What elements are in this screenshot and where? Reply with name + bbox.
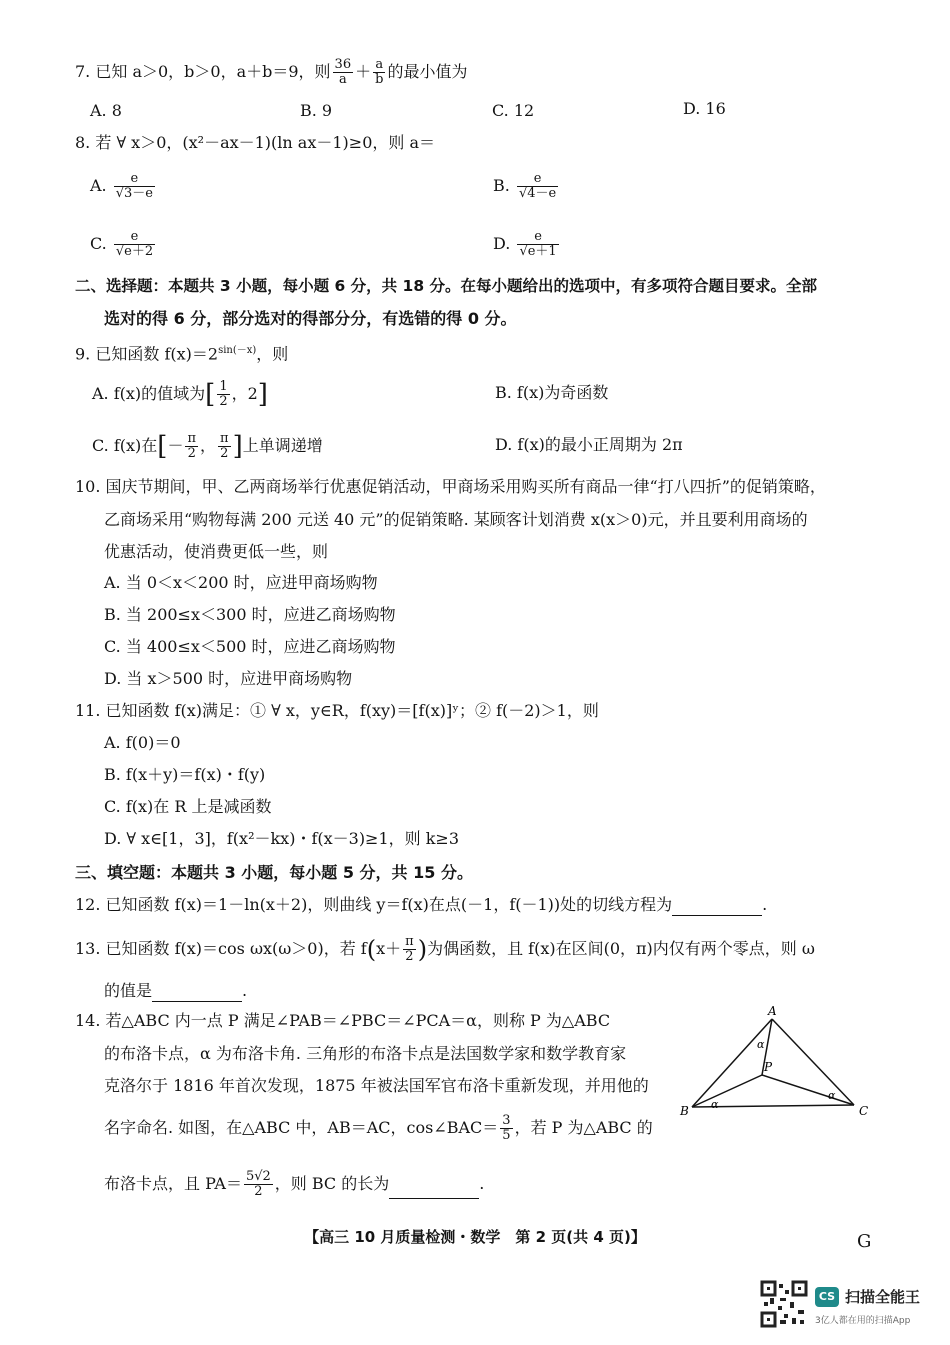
side-ab: [692, 1019, 772, 1107]
q9-a-post: ，2: [231, 384, 258, 403]
q7-lead: 7. 已知 a＞0，b＞0，a＋b＝9，则: [75, 62, 331, 81]
q8-option-d: [493, 230, 561, 259]
q10-stem-3: 优惠活动，使消费更低一些，则: [104, 542, 329, 561]
q8-option-a-label: A.: [90, 176, 107, 195]
q8-b-num: e: [517, 172, 558, 187]
q8-option-c-frac: [114, 230, 155, 259]
q10-option-a: A. 当 0＜x＜200 时，应进甲商场购物: [104, 573, 378, 592]
q8-option-d-frac: [517, 230, 558, 259]
q8-option-b: [493, 172, 560, 201]
q14-triangle-figure: [676, 1005, 876, 1123]
q8-d-num: e: [517, 230, 558, 245]
q8-option-c-label: C.: [90, 234, 107, 253]
q7-option-d: D. 16: [683, 99, 726, 118]
q8-c-num: e: [114, 230, 155, 245]
q14-end: .: [479, 1174, 485, 1193]
q9-option-c: C. f(x)在[－ $\frac{\pi}{2}$ ， $\frac{\pi}{2}$ ]上单调递增: [92, 431, 323, 462]
q7-frac1: [333, 58, 354, 87]
q7-frac2: [373, 58, 385, 87]
q9-a-pre: A. f(x)的值域为: [92, 384, 206, 403]
q12-end: .: [762, 895, 768, 914]
q8-c-den: √e＋2: [115, 244, 154, 259]
q10-option-b: B. 当 200≤x＜300 时，应进乙商场购物: [104, 605, 396, 624]
q14-pa-num: 5√2: [245, 1169, 271, 1184]
label-alpha-a: α: [757, 1038, 765, 1051]
q7-frac2-den: b: [375, 72, 384, 87]
q9-c-post: 上单调递增: [242, 436, 323, 455]
q13-inner: x＋: [376, 939, 402, 958]
q9-c-f1-num: π: [187, 431, 196, 446]
q14-answer-blank[interactable]: [389, 1182, 479, 1199]
q9-c-f2-num: π: [220, 431, 229, 446]
segment-bp: [692, 1075, 762, 1107]
q13-end: .: [242, 981, 248, 1000]
q9-a-num: 1: [219, 379, 228, 394]
label-b: B: [680, 1104, 689, 1118]
label-alpha-b: α: [711, 1098, 719, 1111]
version-mark: G: [857, 1231, 872, 1252]
q8-b-den: √4－e: [518, 186, 557, 201]
q9-stem: [75, 340, 288, 365]
q8-stem: 8. 若 ∀ x＞0，(x²－ax－1)(ln ax－1)≥0，则 a＝: [75, 133, 435, 152]
q7-frac1-num: 36: [334, 57, 352, 72]
qr-code-icon: [760, 1280, 808, 1328]
q11-option-a: A. f(0)＝0: [104, 733, 181, 752]
q13-answer-blank[interactable]: [152, 985, 242, 1002]
q7-plus: ＋: [355, 62, 372, 81]
q14-pa-frac: [244, 1170, 273, 1199]
q11-option-c: C. f(x)在 R 上是减函数: [104, 797, 272, 816]
q8-option-a-frac: [114, 172, 155, 201]
label-alpha-c: α: [828, 1089, 836, 1102]
q13-num: π: [405, 934, 414, 949]
q14-cos-num: 3: [502, 1113, 511, 1128]
q10-stem-1: 10. 国庆节期间，甲、乙两商场举行优惠促销活动，甲商场采用购买所有商品一律“打八四折”的促销策略，: [75, 477, 826, 496]
q7-frac2-num: a: [373, 58, 385, 73]
camscanner-name: 扫描全能王: [845, 1288, 921, 1306]
q9-tail: ，则: [256, 344, 289, 364]
q8-a-den: √3－e: [115, 186, 153, 201]
page-footer: 【高三 10 月质量检测・数学 第 2 页(共 4 页)】: [304, 1228, 646, 1246]
q12-stem: [75, 894, 767, 916]
section2-heading-cont: 选对的得 6 分，部分选对的得部分分，有选错的得 0 分。: [104, 309, 517, 328]
q7-stem: [75, 58, 467, 87]
q9-exponent: sin(－x): [218, 345, 257, 356]
q14-stem-2: 的布洛卡点，α 为布洛卡角. 三角形的布洛卡点是法国数学家和数学教育家: [104, 1044, 627, 1063]
label-a: A: [768, 1005, 777, 1018]
q9-option-a: A. f(x)的值域为[ $\frac{1}{2}$ ，2]: [92, 379, 268, 410]
label-c: C: [859, 1104, 869, 1118]
q10-stem-2: 乙商场采用“购物每满 200 元送 40 元”的促销策略. 某顾客计划消费 x(x＞0)元，并且要利用商场的: [104, 510, 808, 529]
q8-a-num: e: [114, 172, 155, 187]
q12-answer-blank[interactable]: [672, 899, 762, 916]
q9-c-frac1: [185, 432, 198, 461]
q8-option-a: [90, 172, 157, 201]
q10-option-d: D. 当 x＞500 时，应进甲商场购物: [104, 669, 353, 688]
label-p: P: [764, 1060, 773, 1074]
q11-stem: 11. 已知函数 f(x)满足：① ∀ x，y∈R，f(xy)＝[f(x)]ʸ；② f(－2)＞1，则: [75, 701, 599, 720]
q9-a-frac: [217, 380, 229, 409]
q9-a-den: 2: [219, 394, 228, 409]
camscanner-tagline: 3亿人都在用的扫描App: [815, 1316, 911, 1326]
q14-stem-4: [104, 1114, 653, 1143]
q7-option-c: C. 12: [492, 101, 535, 120]
q13-lead: 13. 已知函数 f(x)＝cos ωx(ω＞0)，若 f: [75, 939, 367, 958]
q8-option-c: [90, 230, 157, 259]
q7-frac1-den: a: [338, 72, 347, 87]
q13-frac: [403, 935, 416, 964]
q8-option-b-frac: [517, 172, 558, 201]
q13-stem-2: [104, 980, 247, 1002]
q13-tail: 为偶函数，且 f(x)在区间(0，π)内仅有两个零点，则 ω: [427, 939, 815, 958]
q13-line2: 的值是: [104, 981, 153, 1000]
q13-den: 2: [405, 949, 414, 964]
q14-cos-frac: [500, 1114, 512, 1143]
q7-tail: 的最小值为: [387, 62, 468, 81]
q14-stem-3: 克洛尔于 1816 年首次发现，1875 年被法国军官布洛卡重新发现，并用他的: [104, 1076, 649, 1095]
q13-stem: 13. 已知函数 f(x)＝cos ωx(ω＞0)，若 f(x＋ $\frac{\pi}{2}$ )为偶函数，且 f(x)在区间(0，π)内仅有两个零点，则 ω: [75, 934, 815, 964]
camscanner-logo: CS: [815, 1287, 839, 1307]
q14-stem-5: [104, 1170, 484, 1199]
q14-line5-pre: 布洛卡点，且 PA＝: [104, 1174, 242, 1193]
q9-c-f1-den: 2: [187, 446, 196, 461]
q14-line4-post: ，若 P 为△ABC 的: [514, 1118, 653, 1137]
section3-heading: 三、填空题：本题共 3 小题，每小题 5 分，共 15 分。: [75, 863, 473, 882]
q9-c-frac2: [218, 432, 231, 461]
section2-heading: 二、选择题：本题共 3 小题，每小题 6 分，共 18 分。在每小题给出的选项中，有多项符合题目要求。全部: [75, 277, 818, 295]
q9-lead: 9. 已知函数 f(x)＝2: [75, 344, 219, 364]
q8-option-b-label: B.: [493, 176, 510, 195]
q8-d-den: √e＋1: [519, 244, 557, 259]
q14-line4-pre: 名字命名. 如图，在△ABC 中，AB＝AC，cos∠BAC＝: [104, 1118, 499, 1137]
q11-option-d: D. ∀ x∈[1，3]，f(x²－kx)・f(x－3)≥1，则 k≥3: [104, 829, 460, 848]
q11-option-b: B. f(x＋y)＝f(x)・f(y): [104, 765, 266, 784]
q9-c-f2-den: 2: [220, 446, 229, 461]
q9-c-pre: C. f(x)在: [92, 436, 158, 455]
q14-line5-post: ，则 BC 的长为: [274, 1174, 390, 1193]
q7-option-b: B. 9: [300, 101, 333, 120]
q9-option-d: D. f(x)的最小正周期为 2π: [495, 435, 683, 454]
q12-text: 12. 已知函数 f(x)＝1－ln(x＋2)，则曲线 y＝f(x)在点(－1，f(－1))处的切线方程为: [75, 895, 673, 914]
q7-option-a: A. 8: [90, 101, 122, 120]
q10-option-c: C. 当 400≤x＜500 时，应进乙商场购物: [104, 637, 396, 656]
q14-pa-den: 2: [254, 1184, 263, 1199]
q14-cos-den: 5: [502, 1128, 511, 1143]
q8-option-d-label: D.: [493, 234, 511, 253]
q14-stem-1: 14. 若△ABC 内一点 P 满足∠PAB＝∠PBC＝∠PCA＝α，则称 P 为△ABC: [75, 1011, 611, 1030]
q9-option-b: B. f(x)为奇函数: [495, 383, 609, 402]
